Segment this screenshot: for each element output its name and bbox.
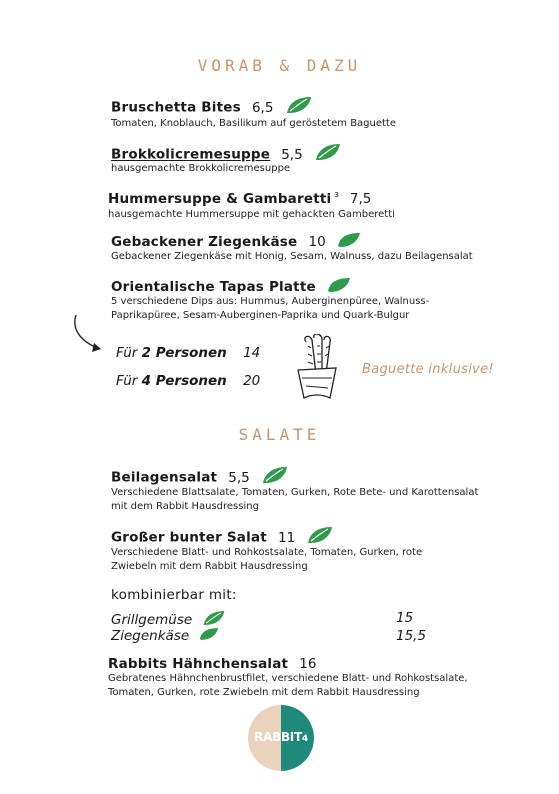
- combo-item-name: Ziegenkäse: [111, 628, 190, 644]
- section-title-vorab: VORAB & DAZU: [197, 56, 362, 75]
- option-price: 14: [243, 345, 261, 361]
- dish-name: Rabbits Hähnchensalat: [108, 656, 289, 672]
- combo-item-ziegenkaese: [111, 627, 219, 645]
- tapas-option-4: [116, 373, 260, 389]
- dish-desc: hausgemachte Hummersuppe mit gehackten Gamberetti: [108, 209, 395, 220]
- dish-tapas: [111, 276, 351, 297]
- dish-name: Beilagensalat: [111, 469, 218, 486]
- option-prefix: Für: [116, 345, 142, 361]
- dish-price: 6,5: [251, 99, 274, 116]
- dish-desc: hausgemachte Brokkolicremesuppe: [111, 163, 291, 174]
- dish-name: Brokkolicremesuppe: [111, 146, 271, 163]
- option-prefix: Für: [116, 373, 142, 389]
- curved-arrow-icon: [70, 313, 106, 359]
- combo-label: kombinierbar mit:: [111, 587, 237, 603]
- vegan-leaf-icon: [314, 142, 342, 166]
- dish-desc-line2: Zwiebeln mit dem Rabbit Hausdressing: [111, 561, 308, 572]
- section-title-salate: SALATE: [238, 425, 321, 444]
- dish-desc-line2: Paprikapüree, Sesam-Auberginen-Paprika und Quark-Bulgur: [111, 310, 410, 321]
- dish-name: Bruschetta Bites: [111, 99, 241, 116]
- dish-desc-line1: Verschiedene Blattsalate, Tomaten, Gurken, Rote Bete- und Karottensalat: [111, 487, 479, 498]
- vegetarian-leaf-icon: [327, 277, 351, 297]
- dish-desc-line1: Gebratenes Hähnchenbrustfilet, verschiedene Blatt- und Rohkostsalate,: [108, 673, 468, 684]
- vegan-leaf-icon: [285, 95, 313, 119]
- dish-desc: Tomaten, Knoblauch, Basilikum auf geröstetem Baguette: [111, 118, 397, 129]
- dish-price: 5,5: [281, 146, 303, 163]
- dish-desc-line1: Verschiedene Blatt- und Rohkostsalate, Tomaten, Gurken, rote: [111, 547, 423, 558]
- dish-name: Hummersuppe & Gambaretti: [108, 191, 332, 207]
- dish-price: 5,5: [228, 469, 250, 486]
- vegetarian-leaf-icon: [199, 627, 219, 645]
- dish-desc-line2: Tomaten, Gurken, rote Zwiebeln mit dem Rabbit Hausdressing: [108, 687, 420, 698]
- baguette-note: Baguette inklusive!: [362, 362, 494, 377]
- combo-item-price: 15,5: [396, 628, 427, 644]
- dish-bruschetta: [111, 95, 313, 119]
- dish-name: Großer bunter Salat: [111, 529, 267, 546]
- combo-item-name: Grillgemüse: [111, 612, 193, 628]
- combo-item-price: 15: [396, 610, 414, 626]
- dish-price: 7,5: [349, 191, 372, 207]
- dish-name: Orientalische Tapas Platte: [111, 279, 316, 295]
- dish-haehnchensalat: [108, 653, 316, 672]
- dish-desc-line1: 5 verschiedene Dips aus: Hummus, Auberginenpüree, Walnuss-: [111, 296, 430, 307]
- allergen-superscript: 3: [334, 190, 339, 199]
- dish-price: 16: [299, 656, 317, 672]
- logo-text: [248, 730, 314, 744]
- dish-price: 11: [278, 529, 296, 546]
- dish-desc-line2: mit dem Rabbit Hausdressing: [111, 501, 259, 512]
- option-count: 2 Personen: [141, 345, 227, 361]
- option-count: 4 Personen: [141, 373, 227, 389]
- dish-name: Gebackener Ziegenkäse: [111, 234, 298, 250]
- logo-word: RABBIT: [254, 730, 302, 744]
- dish-hummersuppe: [108, 188, 371, 207]
- baguette-illustration: [292, 334, 342, 408]
- dish-price: 10: [308, 234, 326, 250]
- logo-number: 4: [301, 734, 308, 744]
- dish-desc: Gebackener Ziegenkäse mit Honig, Sesam, Walnuss, dazu Beilagensalat: [111, 251, 473, 262]
- option-price: 20: [243, 373, 261, 389]
- tapas-option-2: [116, 345, 260, 361]
- rabbit-logo: [248, 705, 314, 771]
- dish-ziegenkaese: [111, 231, 361, 252]
- vegetarian-leaf-icon: [337, 232, 361, 252]
